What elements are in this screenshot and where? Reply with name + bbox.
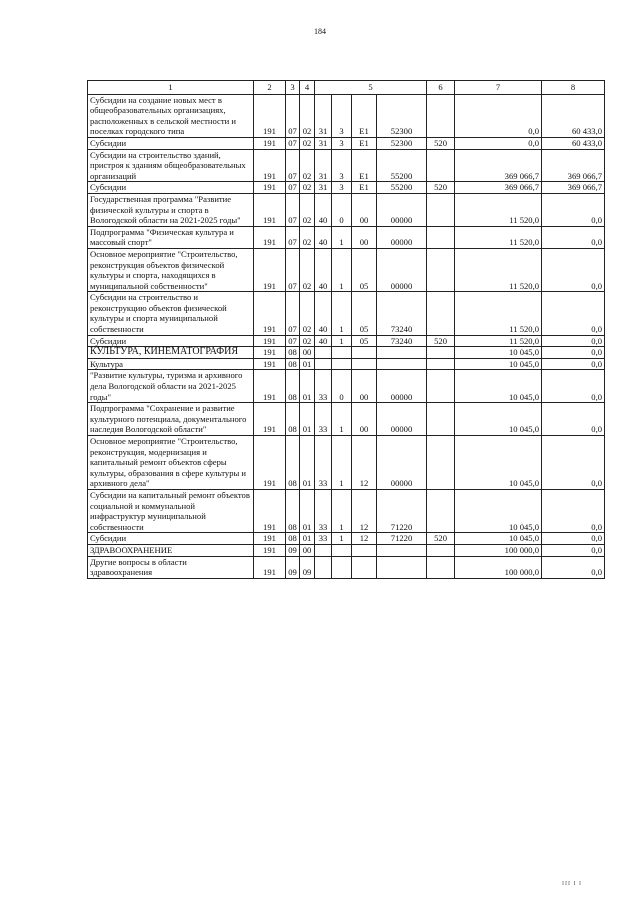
cell-pr: 01 <box>300 533 315 545</box>
table-row <box>88 137 605 149</box>
cell-vr <box>427 489 455 532</box>
cell-p1: 40 <box>315 226 332 248</box>
cell-p2: 3 <box>332 137 352 149</box>
cell-adm: 191 <box>254 248 286 291</box>
cell-vr: 520 <box>427 182 455 194</box>
cell-p1: 40 <box>315 193 332 226</box>
cell-p2: 1 <box>332 533 352 545</box>
cell-p4: 55200 <box>377 149 427 182</box>
cell-pr: 02 <box>300 137 315 149</box>
cell-adm: 191 <box>254 533 286 545</box>
cell-s8: 0,0 <box>542 226 605 248</box>
cell-s7: 100 000,0 <box>455 556 542 578</box>
cell-p1 <box>315 347 332 359</box>
cell-name: Субсидии на строительство зданий, пристроя к зданиям общеобразовательных организаций <box>88 149 254 182</box>
cell-rz: 07 <box>286 226 300 248</box>
cell-pr: 02 <box>300 248 315 291</box>
cell-name: Основное мероприятие "Строительство, реконструкция, модернизация и капитальный ремонт объектов сферы культуры, образования в сфере культуры и архивного дела" <box>88 436 254 490</box>
table-row <box>88 403 605 436</box>
cell-p3: 12 <box>352 533 377 545</box>
cell-s7: 0,0 <box>455 94 542 137</box>
cell-adm: 191 <box>254 149 286 182</box>
cell-p3: 00 <box>352 370 377 403</box>
cell-s8: 0,0 <box>542 489 605 532</box>
cell-rz: 09 <box>286 556 300 578</box>
cell-p3: 05 <box>352 292 377 335</box>
cell-s7: 10 045,0 <box>455 533 542 545</box>
cell-s7: 10 045,0 <box>455 403 542 436</box>
cell-s8: 0,0 <box>542 544 605 556</box>
cell-rz: 07 <box>286 137 300 149</box>
cell-vr <box>427 347 455 359</box>
cell-p3: 12 <box>352 489 377 532</box>
cell-p1 <box>315 544 332 556</box>
cell-s7: 0,0 <box>455 137 542 149</box>
cell-s7: 10 045,0 <box>455 358 542 370</box>
cell-p4: 73240 <box>377 292 427 335</box>
cell-rz: 07 <box>286 248 300 291</box>
header-cell: 6 <box>427 81 455 95</box>
cell-p1: 33 <box>315 533 332 545</box>
header-cell: 7 <box>455 81 542 95</box>
cell-p1: 40 <box>315 248 332 291</box>
cell-rz: 08 <box>286 370 300 403</box>
cell-p2: 3 <box>332 149 352 182</box>
footer-mark: ІІІ І І <box>562 881 582 887</box>
cell-p2: 1 <box>332 335 352 347</box>
cell-s7: 10 045,0 <box>455 347 542 359</box>
cell-p2 <box>332 358 352 370</box>
cell-p4: 71220 <box>377 489 427 532</box>
cell-p2: 3 <box>332 94 352 137</box>
cell-name: КУЛЬТУРА, КИНЕМАТОГРАФИЯ <box>88 347 254 359</box>
cell-adm: 191 <box>254 193 286 226</box>
cell-s8: 0,0 <box>542 193 605 226</box>
cell-s8: 0,0 <box>542 556 605 578</box>
cell-adm: 191 <box>254 544 286 556</box>
cell-name: Субсидии на капитальный ремонт объектов социальной и коммунальной инфраструктур муниципальной собственности <box>88 489 254 532</box>
cell-name: "Развитие культуры, туризма и архивного дела Вологодской области на 2021-2025 годы" <box>88 370 254 403</box>
table-row <box>88 94 605 137</box>
cell-name: Другие вопросы в области здравоохранения <box>88 556 254 578</box>
cell-pr: 02 <box>300 292 315 335</box>
table-row <box>88 544 605 556</box>
header-cell: 5 <box>315 81 427 95</box>
page-number: 184 <box>314 27 326 36</box>
cell-p2: 0 <box>332 193 352 226</box>
table-body <box>88 94 605 578</box>
cell-rz: 07 <box>286 149 300 182</box>
table-row <box>88 358 605 370</box>
cell-p1: 31 <box>315 137 332 149</box>
cell-p3: 00 <box>352 403 377 436</box>
cell-vr <box>427 403 455 436</box>
cell-vr <box>427 94 455 137</box>
cell-s7: 369 066,7 <box>455 182 542 194</box>
cell-p2 <box>332 544 352 556</box>
cell-rz: 08 <box>286 533 300 545</box>
cell-rz: 07 <box>286 193 300 226</box>
cell-p3 <box>352 556 377 578</box>
cell-p4: 73240 <box>377 335 427 347</box>
cell-p4 <box>377 544 427 556</box>
cell-vr: 520 <box>427 137 455 149</box>
cell-adm: 191 <box>254 182 286 194</box>
cell-p4 <box>377 556 427 578</box>
cell-s7: 11 520,0 <box>455 248 542 291</box>
cell-s7: 369 066,7 <box>455 149 542 182</box>
cell-adm: 191 <box>254 370 286 403</box>
cell-rz: 08 <box>286 489 300 532</box>
table-row <box>88 248 605 291</box>
cell-p3: E1 <box>352 94 377 137</box>
cell-p4 <box>377 347 427 359</box>
cell-name: Культура <box>88 358 254 370</box>
cell-s7: 10 045,0 <box>455 436 542 490</box>
cell-p3: 00 <box>352 193 377 226</box>
cell-name: Государственная программа "Развитие физической культуры и спорта в Вологодской области на 2021-2025 годы" <box>88 193 254 226</box>
cell-rz: 08 <box>286 403 300 436</box>
cell-pr: 01 <box>300 403 315 436</box>
cell-p3: 00 <box>352 226 377 248</box>
cell-rz: 07 <box>286 94 300 137</box>
cell-s8: 0,0 <box>542 347 605 359</box>
cell-adm: 191 <box>254 137 286 149</box>
cell-rz: 08 <box>286 436 300 490</box>
cell-p1 <box>315 556 332 578</box>
cell-adm: 191 <box>254 436 286 490</box>
cell-name: Подпрограмма "Физическая культура и массовый спорт" <box>88 226 254 248</box>
cell-p1: 40 <box>315 292 332 335</box>
cell-pr: 01 <box>300 489 315 532</box>
cell-p3: E1 <box>352 149 377 182</box>
cell-vr: 520 <box>427 335 455 347</box>
cell-s8: 0,0 <box>542 358 605 370</box>
cell-pr: 02 <box>300 182 315 194</box>
cell-pr: 00 <box>300 347 315 359</box>
cell-adm: 191 <box>254 556 286 578</box>
cell-s7: 11 520,0 <box>455 226 542 248</box>
cell-p2: 0 <box>332 370 352 403</box>
cell-vr <box>427 248 455 291</box>
cell-p2: 1 <box>332 226 352 248</box>
cell-s7: 11 520,0 <box>455 292 542 335</box>
cell-p1: 31 <box>315 94 332 137</box>
cell-s8: 0,0 <box>542 335 605 347</box>
cell-adm: 191 <box>254 94 286 137</box>
cell-name: Субсидии на создание новых мест в общеобразовательных организациях, расположенных в сельской местности и поселках городского типа <box>88 94 254 137</box>
cell-vr: 520 <box>427 533 455 545</box>
table-row <box>88 556 605 578</box>
cell-p2 <box>332 347 352 359</box>
cell-pr: 09 <box>300 556 315 578</box>
cell-s8: 369 066,7 <box>542 149 605 182</box>
cell-p3: E1 <box>352 182 377 194</box>
table-row <box>88 226 605 248</box>
cell-p4: 00000 <box>377 436 427 490</box>
cell-pr: 02 <box>300 149 315 182</box>
budget-table-container <box>87 80 603 579</box>
cell-rz: 08 <box>286 358 300 370</box>
cell-name: ЗДРАВООХРАНЕНИЕ <box>88 544 254 556</box>
cell-pr: 01 <box>300 370 315 403</box>
cell-name: Субсидии на строительство и реконструкцию объектов физической культуры и спорта муниципальной собственности <box>88 292 254 335</box>
cell-p3 <box>352 544 377 556</box>
cell-vr <box>427 436 455 490</box>
cell-name: Основное мероприятие "Строительство, реконструкция объектов физической культуры и спорта, находящихся в муниципальной собственности" <box>88 248 254 291</box>
cell-rz: 09 <box>286 544 300 556</box>
cell-p2: 1 <box>332 248 352 291</box>
cell-p2 <box>332 556 352 578</box>
cell-rz: 07 <box>286 335 300 347</box>
cell-s7: 10 045,0 <box>455 489 542 532</box>
cell-pr: 02 <box>300 226 315 248</box>
cell-vr <box>427 193 455 226</box>
cell-p1: 33 <box>315 403 332 436</box>
cell-p2: 3 <box>332 182 352 194</box>
cell-p2: 1 <box>332 489 352 532</box>
table-row <box>88 436 605 490</box>
table-header-row <box>88 81 605 95</box>
cell-pr: 02 <box>300 335 315 347</box>
cell-s8: 0,0 <box>542 370 605 403</box>
header-cell: 4 <box>300 81 315 95</box>
cell-p2: 1 <box>332 436 352 490</box>
cell-s8: 60 433,0 <box>542 137 605 149</box>
cell-p2: 1 <box>332 403 352 436</box>
cell-p4: 00000 <box>377 248 427 291</box>
cell-p3: 05 <box>352 335 377 347</box>
cell-p3 <box>352 358 377 370</box>
cell-s8: 0,0 <box>542 403 605 436</box>
cell-p4: 00000 <box>377 403 427 436</box>
cell-pr: 01 <box>300 358 315 370</box>
cell-p4: 00000 <box>377 193 427 226</box>
cell-vr <box>427 556 455 578</box>
cell-p3 <box>352 347 377 359</box>
cell-s8: 369 066,7 <box>542 182 605 194</box>
cell-p1: 33 <box>315 436 332 490</box>
cell-s8: 0,0 <box>542 436 605 490</box>
cell-vr <box>427 226 455 248</box>
cell-name: Субсидии <box>88 533 254 545</box>
cell-vr <box>427 544 455 556</box>
header-cell: 1 <box>88 81 254 95</box>
cell-adm: 191 <box>254 347 286 359</box>
cell-p2: 1 <box>332 292 352 335</box>
cell-adm: 191 <box>254 403 286 436</box>
cell-vr <box>427 149 455 182</box>
cell-p1: 31 <box>315 182 332 194</box>
table-row <box>88 533 605 545</box>
cell-p4: 52300 <box>377 137 427 149</box>
table-row <box>88 335 605 347</box>
cell-rz: 07 <box>286 182 300 194</box>
cell-adm: 191 <box>254 489 286 532</box>
table-row <box>88 193 605 226</box>
cell-s7: 10 045,0 <box>455 370 542 403</box>
table-row <box>88 149 605 182</box>
table-row <box>88 182 605 194</box>
cell-pr: 00 <box>300 544 315 556</box>
cell-p1: 40 <box>315 335 332 347</box>
cell-p4: 00000 <box>377 370 427 403</box>
cell-pr: 02 <box>300 94 315 137</box>
cell-s8: 0,0 <box>542 292 605 335</box>
header-cell: 2 <box>254 81 286 95</box>
cell-pr: 01 <box>300 436 315 490</box>
cell-s8: 60 433,0 <box>542 94 605 137</box>
cell-p1: 33 <box>315 370 332 403</box>
cell-adm: 191 <box>254 292 286 335</box>
cell-p3: E1 <box>352 137 377 149</box>
cell-vr <box>427 370 455 403</box>
cell-vr <box>427 292 455 335</box>
cell-name: Субсидии <box>88 335 254 347</box>
cell-s8: 0,0 <box>542 533 605 545</box>
table-row <box>88 489 605 532</box>
cell-vr <box>427 358 455 370</box>
cell-adm: 191 <box>254 335 286 347</box>
cell-name: Подпрограмма "Сохранение и развитие культурного потенциала, документального наследия Вологодской области" <box>88 403 254 436</box>
cell-p4: 52300 <box>377 94 427 137</box>
cell-p3: 05 <box>352 248 377 291</box>
cell-rz: 07 <box>286 292 300 335</box>
cell-p4: 71220 <box>377 533 427 545</box>
cell-rz: 08 <box>286 347 300 359</box>
cell-name: Субсидии <box>88 182 254 194</box>
cell-s7: 11 520,0 <box>455 193 542 226</box>
cell-pr: 02 <box>300 193 315 226</box>
cell-p1 <box>315 358 332 370</box>
cell-p3: 12 <box>352 436 377 490</box>
budget-table <box>87 80 605 579</box>
cell-p1: 33 <box>315 489 332 532</box>
cell-s7: 11 520,0 <box>455 335 542 347</box>
cell-p4: 00000 <box>377 226 427 248</box>
cell-p4 <box>377 358 427 370</box>
cell-p4: 55200 <box>377 182 427 194</box>
cell-adm: 191 <box>254 358 286 370</box>
table-row <box>88 347 605 359</box>
cell-p1: 31 <box>315 149 332 182</box>
table-row <box>88 370 605 403</box>
cell-name: Субсидии <box>88 137 254 149</box>
table-row <box>88 292 605 335</box>
header-cell: 8 <box>542 81 605 95</box>
header-cell: 3 <box>286 81 300 95</box>
cell-s8: 0,0 <box>542 248 605 291</box>
cell-adm: 191 <box>254 226 286 248</box>
cell-s7: 100 000,0 <box>455 544 542 556</box>
